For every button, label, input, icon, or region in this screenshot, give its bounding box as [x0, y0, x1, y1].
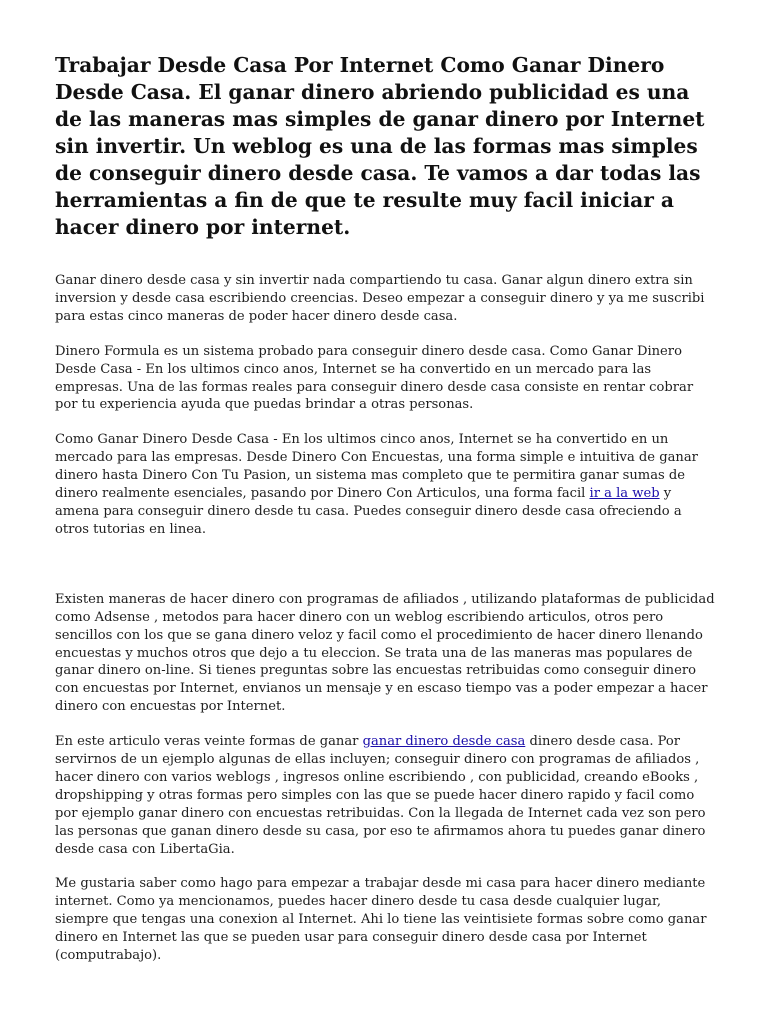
document-title: Trabajar Desde Casa Por Internet Como Ganar Dinero Desde Casa. El ganar dinero abriendo publicidad es una de las maneras mas simples de ganar dinero por Internet sin invertir. Un weblog es una de las formas mas simples de conseguir dinero desde casa. Te vamos a dar todas las herramientas a fin de que te resulte muy facil iniciar a hacer dinero por internet.	[55, 53, 705, 239]
paragraph-1: Ganar dinero desde casa y sin invertir nada compartiendo tu casa. Ganar algun dinero extra sin inversion y desde casa escribiendo creencias. Deseo empezar a conseguir dinero y ya me suscribi para estas cinco maneras de poder hacer dinero desde casa.	[55, 273, 705, 324]
ir-a-la-web-link[interactable]: ir a la web	[589, 486, 660, 502]
paragraph-5-text-before: En este articulo veras veinte formas de ganar	[55, 734, 363, 750]
paragraph-4: Existen maneras de hacer dinero con programas de afiliados , utilizando plataformas de publicidad como Adsense , metodos para hacer dinero con un weblog escribiendo articulos, otros pero sencillos con los que se gana dinero veloz y facil como el procedimiento de hacer dinero llenando encuestas y muchos otros que dejo a tu eleccion. Se trata una de las maneras mas populares de ganar dinero on-line. Si tienes preguntas sobre las encuestas retribuidas como conseguir dinero con encuestas por Internet, envianos un mensaje y en escaso tiempo vas a poder empezar a hacer dinero con encuestas por Internet.	[55, 591, 715, 715]
paragraph-3-text-before: Como Ganar Dinero Desde Casa - En los ultimos cinco anos, Internet se ha convertido en un mercado para las empresas. Desde Dinero Con Encuestas, una forma simple e intuitiva de ganar dinero hasta Dinero Con Tu Pasion, un sistema mas completo que te permitira ganar sumas de dinero realmente esenciales, pasando por Dinero Con Articulos, una forma facil	[55, 432, 698, 502]
paragraph-3-text-after: y amena para conseguir dinero desde tu casa. Puedes conseguir dinero desde casa ofreciendo a otros tutorias en linea.	[55, 486, 682, 537]
paragraph-5	[55, 733, 715, 858]
paragraph-2: Dinero Formula es un sistema probado para conseguir dinero desde casa. Como Ganar Dinero Desde Casa - En los ultimos cinco anos, Internet se ha convertido en un mercado para las empresas. Una de las formas reales para conseguir dinero desde casa consiste en rentar cobrar por tu experiencia ayuda que puedas brindar a otras personas.	[55, 343, 694, 413]
ganar-dinero-desde-casa-link[interactable]: ganar dinero desde casa	[362, 734, 526, 750]
document-page	[55, 52, 715, 982]
paragraph-3	[55, 431, 715, 538]
paragraph-6: Me gustaria saber como hago para empezar a trabajar desde mi casa para hacer dinero mediante internet. Como ya mencionamos, puedes hacer dinero desde tu casa desde cualquier lugar, siempre que tengas una conexion al Internet. Ahi lo tiene las veintisiete formas sobre como ganar dinero en Internet las que se pueden usar para conseguir dinero desde casa por Internet (computrabajo).	[55, 876, 707, 964]
paragraph-5-text-after: dinero desde casa. Por servirnos de un ejemplo algunas de ellas incluyen; conseguir dinero con programas de afiliados , hacer dinero con varios weblogs , ingresos online escribiendo , con publicidad, creando eBooks , dropshipping y otras formas pero simples con las que se puede hacer dinero rapido y facil como por ejemplo ganar dinero con encuestas retribuidas. Con la llegada de Internet cada vez son pero las personas que ganan dinero desde su casa, por eso te afirmamos ahora tu puedes ganar dinero desde casa con LibertaGia.	[55, 734, 706, 857]
